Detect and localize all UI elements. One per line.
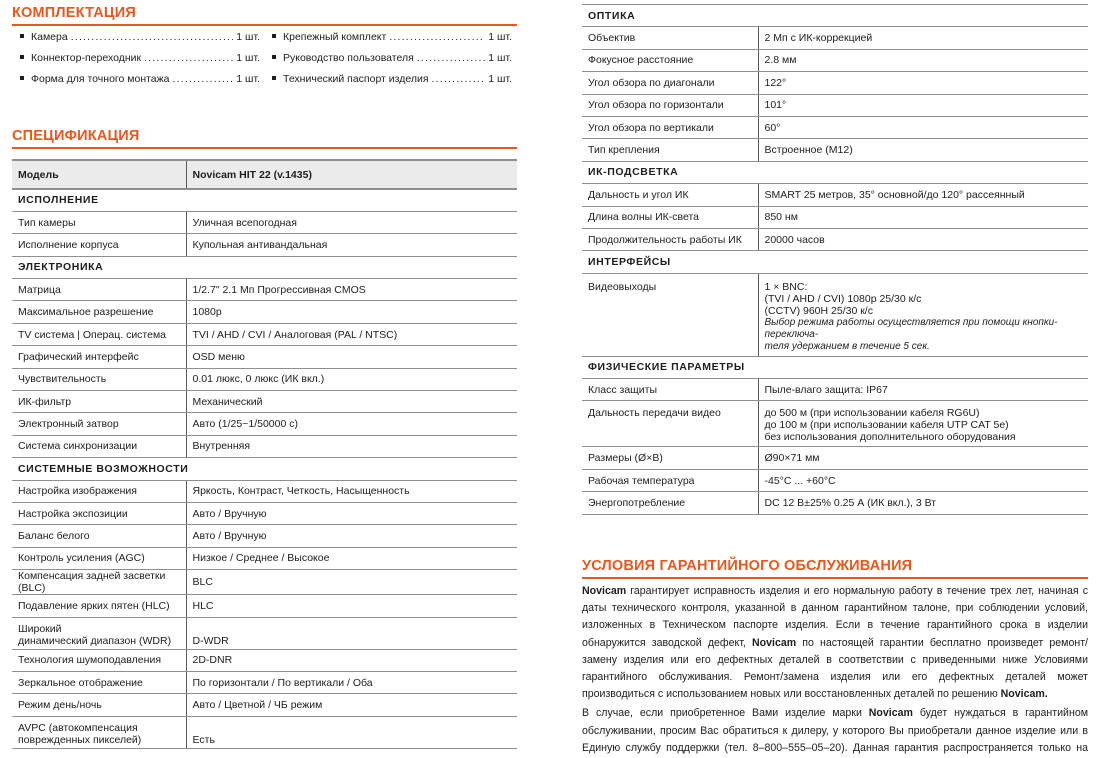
spec-value: 1/2.7" 2.1 Мп Прогрессивная CMOS <box>186 279 517 301</box>
kit-item <box>270 27 518 48</box>
group-title: СИСТЕМНЫЕ ВОЗМОЖНОСТИ <box>12 458 517 480</box>
spec-row <box>582 206 1088 228</box>
spec-row <box>582 228 1088 250</box>
spec-row <box>12 279 517 301</box>
spec-table-right <box>582 4 1088 515</box>
group-title: ИК-ПОДСВЕТКА <box>582 161 1088 183</box>
spec-value: HLC <box>186 595 517 617</box>
spec-value-line: до 100 м (при использовании кабеля UTP CAT 5e) <box>764 419 1009 432</box>
spec-key: Баланс белого <box>12 525 186 547</box>
brand-name: Novicam <box>1000 688 1045 701</box>
bullet-icon <box>20 76 24 80</box>
group-header-system <box>12 458 517 480</box>
spec-row <box>12 671 517 693</box>
kit-item-name: Технический паспорт изделия <box>283 73 429 85</box>
kit-item-qty: 1 шт. <box>236 52 260 64</box>
spec-row <box>12 716 517 748</box>
group-title: ОПТИКА <box>582 5 1088 27</box>
group-title: ИСПОЛНЕНИЕ <box>12 189 517 211</box>
spec-key-line: поврежденных пикселей) <box>18 733 142 746</box>
spec-key: TV система | Операц. система <box>12 323 186 345</box>
bullet-icon <box>272 34 276 38</box>
spec-value: Яркость, Контраст, Четкость, Насыщенность <box>186 480 517 502</box>
warranty-section-title: УСЛОВИЯ ГАРАНТИЙНОГО ОБСЛУЖИВАНИЯ <box>582 557 1088 579</box>
spec-key: Угол обзора по вертикали <box>582 116 758 138</box>
spec-value: Механический <box>186 391 517 413</box>
spec-value: Авто / Цветной / ЧБ режим <box>186 694 517 716</box>
kit-section-title: КОМПЛЕКТАЦИЯ <box>12 4 517 26</box>
spec-value: -45°C ... +60°C <box>758 469 1088 491</box>
spec-note: Выбор режима работы осуществляется при помощи кнопки-переключа- <box>764 316 1058 340</box>
spec-value: 850 нм <box>758 206 1088 228</box>
spec-table-left <box>12 159 517 749</box>
kit-list <box>18 27 516 90</box>
spec-row <box>582 94 1088 116</box>
spec-key: Объектив <box>582 27 758 49</box>
spec-row <box>12 525 517 547</box>
warranty-text-span: по настоящей гарантии бесплатно произведет ремонт/замену изделия или его дефектных деталей в соответствии с приведенными ниже Условиями гарантийного обслуживания. Ремонт/замена изделия или его дефектных деталей может производиться с использованием новых или восстановленных деталей по решению <box>582 636 1088 701</box>
spec-key-line: динамический диапазон (WDR) <box>18 634 172 647</box>
spec-value <box>758 401 1088 447</box>
spec-row <box>12 480 517 502</box>
spec-value: 60° <box>758 116 1088 138</box>
kit-item <box>18 48 266 69</box>
spec-row <box>582 469 1088 491</box>
spec-row <box>582 401 1088 447</box>
kit-item-name: Форма для точного монтажа <box>31 73 170 85</box>
spec-value-line: (CCTV) 960H 25/30 к/с <box>764 304 873 317</box>
spec-value: Авто (1/25~1/50000 с) <box>186 413 517 435</box>
spec-row <box>582 379 1088 401</box>
spec-key: Компенсация задней засветки (BLC) <box>12 570 186 595</box>
group-header-interfaces <box>582 251 1088 273</box>
spec-row <box>582 492 1088 514</box>
spec-value: BLC <box>186 570 517 595</box>
spec-row <box>12 234 517 256</box>
spec-value: Авто / Вручную <box>186 502 517 524</box>
spec-key <box>12 617 186 649</box>
spec-value: D-WDR <box>186 617 517 649</box>
spec-row <box>582 184 1088 206</box>
spec-key: Дальность передачи видео <box>582 401 758 447</box>
model-value: Novicam HIT 22 (v.1435) <box>186 160 517 189</box>
kit-item-qty: 1 шт. <box>488 52 512 64</box>
spec-key: Режим день/ночь <box>12 694 186 716</box>
model-key: Модель <box>12 160 186 189</box>
warranty-text-span: гарантирует исправность изделия и его нормальную работу в течение трех лет, начиная с даты технического контроля, указанной в данном гарантийном талоне, при соблюдении условий, изложенных в Техническом паспорте изделия. Если в течение гарантийного срока в изделии обнаружится заводской дефект, <box>582 585 1088 649</box>
warranty-paragraph-1 <box>582 583 1088 703</box>
kit-item-name: Крепежный комплект <box>283 31 387 43</box>
spec-value: 1080p <box>186 301 517 323</box>
spec-key: Тип крепления <box>582 139 758 161</box>
spec-row <box>12 391 517 413</box>
warranty-text-span: В случае, если приобретенное Вами изделие марки <box>582 707 869 720</box>
spec-value <box>758 273 1088 356</box>
spec-row <box>12 323 517 345</box>
spec-key: Продолжительность работы ИК <box>582 228 758 250</box>
spec-value-line: до 500 м (при использовании кабеля RG6U) <box>764 407 980 420</box>
spec-row <box>12 435 517 457</box>
kit-item-qty: 1 шт. <box>236 73 260 85</box>
spec-row <box>582 447 1088 469</box>
spec-row <box>12 502 517 524</box>
spec-note: теля удержанием в течение 5 сек. <box>764 340 930 352</box>
spec-value-line: (TVI / AHD / CVI) 1080p 25/30 к/с <box>764 292 922 305</box>
spec-value: Авто / Вручную <box>186 525 517 547</box>
spec-key: Максимальное разрешение <box>12 301 186 323</box>
spec-key: Угол обзора по горизонтали <box>582 94 758 116</box>
spec-key: Рабочая температура <box>582 469 758 491</box>
spec-key: Фокусное расстояние <box>582 49 758 71</box>
brand-name: Novicam <box>868 707 913 720</box>
spec-value: Ø90×71 мм <box>758 447 1088 469</box>
spec-row <box>582 139 1088 161</box>
spec-value: 101° <box>758 94 1088 116</box>
spec-value: Купольная антивандальная <box>186 234 517 256</box>
spec-section-title: СПЕЦИФИКАЦИЯ <box>12 127 517 149</box>
spec-value: 20000 часов <box>758 228 1088 250</box>
spec-row <box>582 116 1088 138</box>
spec-key: ИК-фильтр <box>12 391 186 413</box>
spec-row <box>12 211 517 233</box>
kit-item <box>270 48 518 69</box>
spec-row <box>12 694 517 716</box>
spec-value-line: без использования дополнительного оборудования <box>764 431 1016 444</box>
spec-value: SMART 25 метров, 35° основной/до 120° рассеянный <box>758 184 1088 206</box>
spec-key: Система синхронизации <box>12 435 186 457</box>
spec-value: Пыле-влаго защита: IP67 <box>758 379 1088 401</box>
kit-item-name: Руководство пользователя <box>283 52 414 64</box>
spec-key: Длина волны ИК-света <box>582 206 758 228</box>
spec-key: Энергопотребление <box>582 492 758 514</box>
spec-key: Исполнение корпуса <box>12 234 186 256</box>
warranty-text <box>582 583 1088 758</box>
brand-name: Novicam <box>751 636 797 649</box>
bullet-icon <box>20 55 24 59</box>
dot-leader <box>389 27 485 48</box>
group-header-ir <box>582 161 1088 183</box>
spec-value: Встроенное (M12) <box>758 139 1088 161</box>
spec-key: Класс защиты <box>582 379 758 401</box>
spec-row <box>12 301 517 323</box>
spec-value: 2.8 мм <box>758 49 1088 71</box>
dot-leader <box>71 27 234 48</box>
model-row <box>12 160 517 189</box>
spec-value: Внутренняя <box>186 435 517 457</box>
spec-value: По горизонтали / По вертикали / Оба <box>186 671 517 693</box>
kit-item-name: Камера <box>31 31 68 43</box>
spec-row <box>12 570 517 595</box>
spec-value: Низкое / Среднее / Высокое <box>186 547 517 569</box>
group-header-electronics <box>12 256 517 278</box>
spec-key: Электронный затвор <box>12 413 186 435</box>
group-title: ФИЗИЧЕСКИЕ ПАРАМЕТРЫ <box>582 356 1088 378</box>
spec-key: Настройка экспозиции <box>12 502 186 524</box>
warranty-paragraph-2 <box>582 705 1088 758</box>
bullet-icon <box>20 34 24 38</box>
dot-leader <box>417 48 485 69</box>
group-title: ЭЛЕКТРОНИКА <box>12 256 517 278</box>
spec-key <box>12 716 186 748</box>
spec-value: OSD меню <box>186 346 517 368</box>
spec-row <box>12 368 517 390</box>
spec-key: Зеркальное отображение <box>12 671 186 693</box>
spec-row <box>12 547 517 569</box>
spec-key: Подавление ярких пятен (HLC) <box>12 595 186 617</box>
kit-item <box>18 27 266 48</box>
dot-leader <box>144 48 233 69</box>
kit-item <box>270 69 518 90</box>
spec-row <box>12 595 517 617</box>
spec-key: Технология шумоподавления <box>12 649 186 671</box>
group-header-physical <box>582 356 1088 378</box>
spec-value-line: 1 × BNC: <box>764 280 808 293</box>
spec-key: Угол обзора по диагонали <box>582 72 758 94</box>
spec-value: Есть <box>186 716 517 748</box>
group-header-execution <box>12 189 517 211</box>
spec-row <box>12 617 517 649</box>
spec-value: TVI / AHD / CVI / Аналоговая (PAL / NTSC) <box>186 323 517 345</box>
spec-key: Матрица <box>12 279 186 301</box>
spec-value: 0.01 люкс, 0 люкс (ИК вкл.) <box>186 368 517 390</box>
bullet-icon <box>272 55 276 59</box>
bullet-icon <box>272 76 276 80</box>
spec-value: 122° <box>758 72 1088 94</box>
spec-row <box>12 346 517 368</box>
spec-key: Контроль усиления (AGC) <box>12 547 186 569</box>
spec-row <box>582 27 1088 49</box>
warranty-text-span: . <box>1044 688 1048 701</box>
kit-item-qty: 1 шт. <box>488 73 512 85</box>
kit-item-qty: 1 шт. <box>236 31 260 43</box>
kit-item-name: Коннектор-переходник <box>31 52 142 64</box>
warranty-text-span: будет нуждаться в гарантийном обслуживании, просим Вас обратиться к дилеру, у которого Вы приобретали данное изделие или в Единую службу поддержки (тел. 8–800–555–05–20). Данная гарантия распространяется только на <box>582 707 1088 754</box>
group-header-optics <box>582 5 1088 27</box>
group-title: ИНТЕРФЕЙСЫ <box>582 251 1088 273</box>
kit-item-qty: 1 шт. <box>488 31 512 43</box>
spec-row <box>582 49 1088 71</box>
spec-key: Размеры (Ø×В) <box>582 447 758 469</box>
spec-value: Уличная всепогодная <box>186 211 517 233</box>
kit-item <box>18 69 266 90</box>
spec-key-line: Широкий <box>18 622 62 635</box>
spec-row <box>12 413 517 435</box>
brand-name: Novicam <box>582 585 627 597</box>
spec-row <box>582 72 1088 94</box>
spec-key: Графический интерфейс <box>12 346 186 368</box>
spec-key: Видеовыходы <box>582 273 758 356</box>
spec-key: Дальность и угол ИК <box>582 184 758 206</box>
spec-key: Тип камеры <box>12 211 186 233</box>
spec-value: 2D-DNR <box>186 649 517 671</box>
spec-key: Чувствительность <box>12 368 186 390</box>
dot-leader <box>173 69 234 90</box>
spec-row <box>582 273 1088 356</box>
spec-key: Настройка изображения <box>12 480 186 502</box>
spec-value: 2 Мп с ИК-коррекцией <box>758 27 1088 49</box>
spec-value: DC 12 В±25% 0.25 А (ИК вкл.), 3 Вт <box>758 492 1088 514</box>
dot-leader <box>432 69 486 90</box>
spec-row <box>12 649 517 671</box>
spec-key-line: AVPC (автокомпенсация <box>18 721 138 734</box>
